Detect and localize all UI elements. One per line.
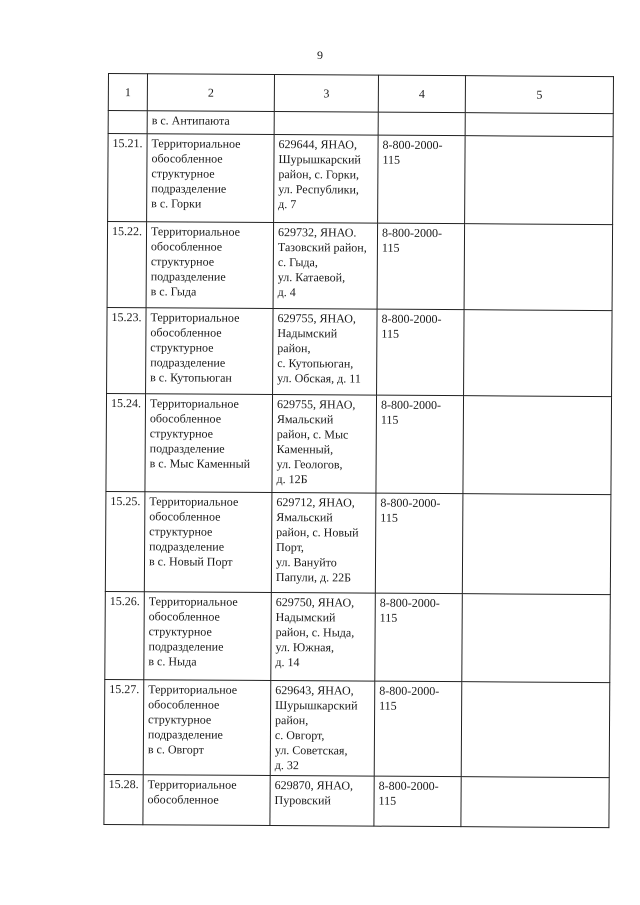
row-number — [108, 111, 147, 134]
office-address: 629870, ЯНАО, Пуровский — [270, 776, 374, 827]
office-address — [274, 112, 378, 136]
office-name: Территориальное обособленное — [143, 775, 270, 826]
office-address: 629750, ЯНАО, Надымский район, с. Ныда, ул. Южная, д. 14 — [271, 593, 376, 682]
office-address: 629755, ЯНАО, Надымский район, с. Кутопьюган, ул. Обская, д. 11 — [273, 309, 378, 396]
table-row — [107, 222, 613, 311]
table-row — [106, 393, 612, 494]
table-row — [104, 774, 609, 827]
table-row — [108, 134, 614, 225]
header-col-4: 4 — [378, 75, 465, 113]
row-number: 15.21. — [108, 134, 148, 222]
office-name: Территориальное обособленное структурное подразделение в с. Мыс Каменный — [145, 394, 273, 493]
row-number: 15.25. — [105, 491, 145, 591]
office-name: Территориальное обособленное структурное подразделение в с. Кутопьюган — [146, 308, 274, 395]
table-row — [105, 491, 611, 594]
office-name: Территориальное обособленное структурное подразделение в с. Ныда — [144, 592, 272, 681]
office-phone: 8-800-2000- 115 — [374, 681, 462, 777]
office-address: 629643, ЯНАО, Шурышкарский район, с. Овгорт, ул. Советская, д. 32 — [270, 681, 375, 777]
office-phone — [378, 112, 465, 136]
table-row — [107, 307, 613, 396]
row-number: 15.26. — [105, 591, 145, 679]
row-number: 15.27. — [104, 679, 144, 774]
row-number: 15.28. — [104, 774, 143, 824]
office-name: Территориальное обособленное структурное подразделение в с. Новый Порт — [144, 492, 272, 593]
office-phone: 8-800-2000- 115 — [378, 135, 466, 224]
office-note — [465, 113, 613, 137]
office-phone: 8-800-2000- 115 — [376, 395, 464, 494]
office-name: Территориальное обособленное структурное подразделение в с. Овгорт — [143, 680, 271, 776]
table-header-row — [108, 74, 613, 114]
office-phone: 8-800-2000- 115 — [377, 309, 465, 396]
offices-table — [103, 73, 614, 828]
office-address: 629712, ЯНАО, Ямальский район, с. Новый Порт, ул. Вануйто Папули, д. 22Б — [271, 493, 376, 594]
office-address: 629644, ЯНАО, Шурышкарский район, с. Горки, ул. Республики, д. 7 — [274, 135, 379, 224]
header-col-1: 1 — [108, 74, 147, 111]
header-col-5: 5 — [465, 76, 613, 114]
table-row — [104, 679, 610, 777]
row-number: 15.24. — [106, 393, 146, 491]
office-note — [461, 682, 610, 778]
office-note — [464, 224, 613, 311]
office-phone: 8-800-2000- 115 — [375, 593, 463, 682]
office-note — [464, 310, 613, 397]
office-name: в с. Антипаюта — [147, 111, 274, 135]
office-phone: 8-800-2000- 115 — [375, 493, 463, 594]
office-note — [461, 777, 609, 828]
header-col-2: 2 — [147, 74, 274, 112]
office-note — [462, 494, 611, 595]
row-number: 15.22. — [107, 222, 147, 308]
page-number: 9 — [317, 48, 323, 62]
office-note — [463, 396, 612, 495]
office-phone: 8-800-2000- 115 — [374, 776, 461, 827]
office-note — [465, 136, 614, 225]
continuation-row — [108, 111, 613, 137]
office-address: 629755, ЯНАО, Ямальский район, с. Мыс Каменный, ул. Геологов, д. 12Б — [272, 395, 377, 494]
office-address: 629732, ЯНАО. Тазовский район, с. Гыда, ул. Катаевой, д. 4 — [273, 223, 378, 310]
office-phone: 8-800-2000- 115 — [377, 223, 465, 310]
table-row — [105, 591, 611, 682]
header-col-3: 3 — [274, 75, 378, 113]
office-name: Территориальное обособленное структурное подразделение в с. Гыда — [146, 222, 274, 309]
office-note — [462, 594, 611, 683]
row-number: 15.23. — [107, 307, 147, 393]
office-name: Территориальное обособленное структурное подразделение в с. Горки — [147, 134, 275, 223]
